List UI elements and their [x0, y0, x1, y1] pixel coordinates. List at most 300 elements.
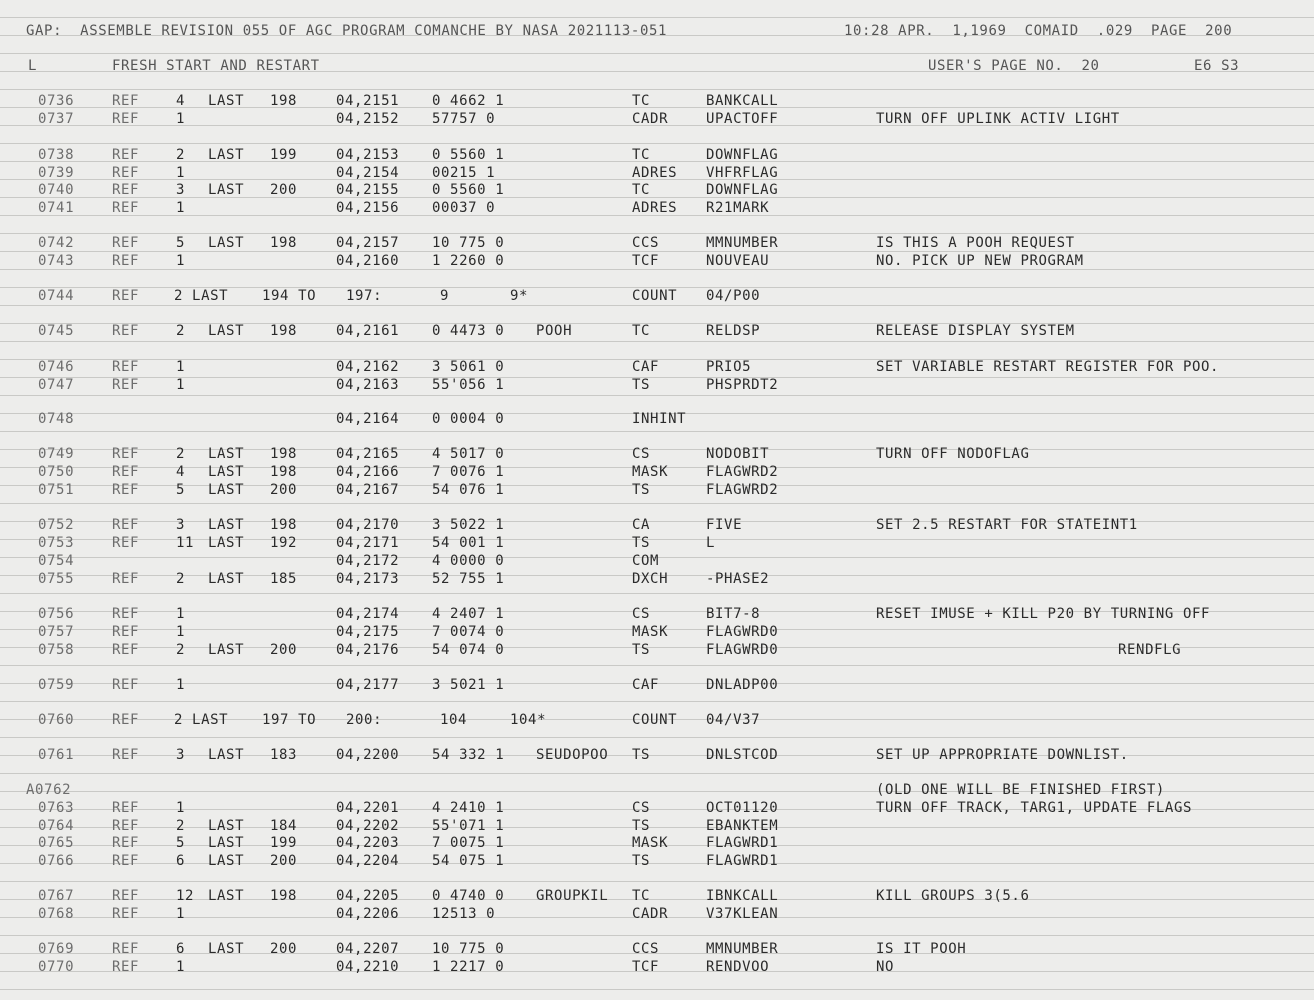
ref-count: 1	[176, 253, 186, 269]
ref-count: 5	[176, 482, 186, 498]
address: 04,2166	[336, 464, 400, 480]
ref-flag: REF	[112, 677, 140, 693]
last-keyword: LAST	[208, 888, 245, 904]
ref-count: 1	[176, 677, 186, 693]
last-keyword: LAST	[208, 747, 245, 763]
operand: DNLSTCOD	[706, 747, 779, 763]
ref-count: 5	[176, 235, 186, 251]
line-number: 0756	[38, 606, 75, 622]
opcode: CS	[632, 606, 651, 622]
ref-count: 2	[176, 642, 186, 658]
operand: DNLADP00	[706, 677, 779, 693]
octal-word: 0 5560 1	[432, 147, 505, 163]
operand: BIT7-8	[706, 606, 761, 622]
address: 04,2151	[336, 93, 400, 109]
octal-word: 54 075 1	[432, 853, 505, 869]
operand: PHSPRDT2	[706, 377, 779, 393]
line-number: 0761	[38, 747, 75, 763]
octal-word: 104*	[510, 712, 547, 728]
address: 04,2204	[336, 853, 400, 869]
last-page: 198	[270, 446, 298, 462]
opcode: CAF	[632, 359, 660, 375]
octal-word: 0 4662 1	[432, 93, 505, 109]
opcode: TS	[632, 482, 651, 498]
last-page: 199	[270, 147, 298, 163]
line-number: 0752	[38, 517, 75, 533]
ref-count: 1	[176, 359, 186, 375]
last-keyword: LAST	[208, 93, 245, 109]
comment: SET 2.5 RESTART FOR STATEINT1	[876, 517, 1138, 533]
operand: FLAGWRD0	[706, 642, 779, 658]
octal-word: 4 2407 1	[432, 606, 505, 622]
ref-count: 1	[176, 606, 186, 622]
opcode: CCS	[632, 941, 660, 957]
address: 04,2154	[336, 165, 400, 181]
listing-line	[0, 358, 1314, 376]
listing-line	[0, 605, 1314, 623]
listing-line	[0, 481, 1314, 499]
ref-flag: REF	[112, 165, 140, 181]
address: 04,2203	[336, 835, 400, 851]
octal-word: 7 0076 1	[432, 464, 505, 480]
opcode: ADRES	[632, 200, 678, 216]
last-page: 198	[270, 235, 298, 251]
address: 04,2157	[336, 235, 400, 251]
ref-flag: REF	[112, 712, 140, 728]
opcode: CADR	[632, 906, 669, 922]
octal-word: 00215 1	[432, 165, 496, 181]
listing-line	[0, 834, 1314, 852]
ref-flag: REF	[112, 959, 140, 975]
address: 04,2201	[336, 800, 400, 816]
last-keyword: LAST	[208, 535, 245, 551]
operand: OCT01120	[706, 800, 779, 816]
listing-line	[0, 287, 1314, 305]
operand: L	[706, 535, 716, 551]
page-header	[0, 22, 1314, 40]
listing-line	[0, 817, 1314, 835]
operand: NODOBIT	[706, 446, 770, 462]
opcode: CCS	[632, 235, 660, 251]
operand: MMNUMBER	[706, 941, 779, 957]
octal-word: 54 332 1	[432, 747, 505, 763]
section-code: E6 S3	[1194, 58, 1240, 74]
last-keyword: LAST	[208, 235, 245, 251]
listing-line	[0, 322, 1314, 340]
last-page: 197:	[346, 288, 383, 304]
listing-line	[0, 146, 1314, 164]
comment: SET VARIABLE RESTART REGISTER FOR POO.	[876, 359, 1220, 375]
operand: EBANKTEM	[706, 818, 779, 834]
operand: R21MARK	[706, 200, 770, 216]
ref-count: 4	[176, 93, 186, 109]
ref-count: 3	[176, 182, 186, 198]
ref-count: 3	[176, 747, 186, 763]
address: 04,2171	[336, 535, 400, 551]
last-page: 198	[270, 888, 298, 904]
last-keyword: LAST	[208, 482, 245, 498]
last-page: 198	[270, 93, 298, 109]
address: 04,2156	[336, 200, 400, 216]
operand: FLAGWRD1	[706, 853, 779, 869]
line-number: 0747	[38, 377, 75, 393]
ref-count: 5	[176, 835, 186, 851]
comment: SET UP APPROPRIATE DOWNLIST.	[876, 747, 1129, 763]
ref-count: 12	[176, 888, 195, 904]
octal-word: 00037 0	[432, 200, 496, 216]
section-header	[0, 57, 1314, 75]
address: 04,2153	[336, 147, 400, 163]
listing-line	[0, 676, 1314, 694]
operand: V37KLEAN	[706, 906, 779, 922]
last-keyword: LAST	[208, 446, 245, 462]
address: 04,2177	[336, 677, 400, 693]
ref-flag: REF	[112, 182, 140, 198]
line-number: 0750	[38, 464, 75, 480]
listing-line	[0, 199, 1314, 217]
octal-word: 55'056 1	[432, 377, 505, 393]
listing-line	[0, 234, 1314, 252]
ref-flag: REF	[112, 747, 140, 763]
line-number: 0740	[38, 182, 75, 198]
listing-line	[0, 92, 1314, 110]
ref-count: 2	[176, 446, 186, 462]
octal-word: 7 0074 0	[432, 624, 505, 640]
octal-word: 1 2260 0	[432, 253, 505, 269]
ref-flag: REF	[112, 377, 140, 393]
ref-flag: REF	[112, 906, 140, 922]
operand: UPACTOFF	[706, 111, 779, 127]
opcode: COUNT	[632, 712, 678, 728]
opcode: TS	[632, 535, 651, 551]
ref-flag: REF	[112, 941, 140, 957]
last-keyword: LAST	[208, 571, 245, 587]
ref-flag: REF	[112, 200, 140, 216]
listing-line	[0, 570, 1314, 588]
last-page: 198	[270, 323, 298, 339]
octal-word: 7 0075 1	[432, 835, 505, 851]
opcode: TC	[632, 182, 651, 198]
octal-word: 3 5061 0	[432, 359, 505, 375]
address: 04,2210	[336, 959, 400, 975]
last-keyword: LAST	[208, 941, 245, 957]
last-keyword: LAST	[208, 323, 245, 339]
listing-line	[0, 252, 1314, 270]
listing-line	[0, 958, 1314, 976]
ref-flag: REF	[112, 888, 140, 904]
address: 04,2200	[336, 747, 400, 763]
octal-word: 10 775 0	[432, 235, 505, 251]
opcode: TS	[632, 642, 651, 658]
address: 04,2176	[336, 642, 400, 658]
octal-word: 0 4740 0	[432, 888, 505, 904]
octal-word: 0 4473 0	[432, 323, 505, 339]
ref-flag: REF	[112, 93, 140, 109]
listing-line	[0, 181, 1314, 199]
listing-line	[0, 641, 1314, 659]
ref-flag: REF	[112, 606, 140, 622]
comment: IS THIS A POOH REQUEST	[876, 235, 1075, 251]
ref-flag: REF	[112, 446, 140, 462]
last-keyword: LAST	[208, 147, 245, 163]
line-number: 0769	[38, 941, 75, 957]
last-page: 184	[270, 818, 298, 834]
listing-line	[0, 940, 1314, 958]
address: 04,2161	[336, 323, 400, 339]
address: 04,2173	[336, 571, 400, 587]
ref-count: 4	[176, 464, 186, 480]
opcode: MASK	[632, 835, 669, 851]
opcode: MASK	[632, 464, 669, 480]
last-page: 200	[270, 482, 298, 498]
address: 04,2206	[336, 906, 400, 922]
octal-word: 0 5560 1	[432, 182, 505, 198]
listing-line	[0, 905, 1314, 923]
ref-flag: REF	[112, 111, 140, 127]
opcode: CS	[632, 800, 651, 816]
address: 04,2155	[336, 182, 400, 198]
operand: NOUVEAU	[706, 253, 770, 269]
opcode: DXCH	[632, 571, 669, 587]
operand: 04/V37	[706, 712, 761, 728]
listing-line	[0, 623, 1314, 641]
ref-count: 1	[176, 959, 186, 975]
line-number: 0765	[38, 835, 75, 851]
ref-count: 1	[176, 377, 186, 393]
opcode: INHINT	[632, 411, 687, 427]
line-number: 0749	[38, 446, 75, 462]
last-page: 198	[270, 517, 298, 533]
line-number: A0762	[26, 782, 72, 798]
operand: RENDVOO	[706, 959, 770, 975]
ref-count: 1	[176, 800, 186, 816]
ref-count: 2	[176, 818, 186, 834]
ref-flag: REF	[112, 571, 140, 587]
ref-count: 1	[176, 906, 186, 922]
operand: DOWNFLAG	[706, 147, 779, 163]
ref-flag: REF	[112, 800, 140, 816]
ref-flag: REF	[112, 818, 140, 834]
header-right: 10:28 APR. 1,1969 COMAID .029 PAGE 200	[844, 23, 1233, 39]
opcode: TC	[632, 888, 651, 904]
comment: TURN OFF UPLINK ACTIV LIGHT	[876, 111, 1120, 127]
opcode: TC	[632, 323, 651, 339]
operand: VHFRFLAG	[706, 165, 779, 181]
last-keyword: 197 TO	[262, 712, 317, 728]
line-number: 0754	[38, 553, 75, 569]
listing-line	[0, 164, 1314, 182]
octal-word: 10 775 0	[432, 941, 505, 957]
line-number: 0764	[38, 818, 75, 834]
address: 04,2167	[336, 482, 400, 498]
address: 04,2205	[336, 888, 400, 904]
ref-count: 3	[176, 517, 186, 533]
ref-count: 11	[176, 535, 195, 551]
opcode: TC	[632, 147, 651, 163]
opcode: TCF	[632, 959, 660, 975]
octal-word: 3 5021 1	[432, 677, 505, 693]
section-title: FRESH START AND RESTART	[112, 58, 320, 74]
opcode: TS	[632, 853, 651, 869]
listing-line	[0, 516, 1314, 534]
line-number: 0763	[38, 800, 75, 816]
address: 04,2152	[336, 111, 400, 127]
operand: BANKCALL	[706, 93, 779, 109]
line-number: 0758	[38, 642, 75, 658]
line-number: 0742	[38, 235, 75, 251]
opcode: MASK	[632, 624, 669, 640]
opcode: TS	[632, 818, 651, 834]
ref-flag: REF	[112, 853, 140, 869]
ref-count: 2	[176, 571, 186, 587]
ref-count: 2 LAST	[174, 712, 229, 728]
last-keyword: LAST	[208, 517, 245, 533]
listing-line	[0, 711, 1314, 729]
ref-count: 2	[176, 147, 186, 163]
octal-word: 57757 0	[432, 111, 496, 127]
label: GROUPKIL	[536, 888, 609, 904]
octal-word: 54 076 1	[432, 482, 505, 498]
listing-line	[0, 552, 1314, 570]
address: 04,2207	[336, 941, 400, 957]
ref-flag: REF	[112, 624, 140, 640]
octal-word: 9*	[510, 288, 529, 304]
line-number: 0767	[38, 888, 75, 904]
line-number: 0739	[38, 165, 75, 181]
line-number: 0766	[38, 853, 75, 869]
ref-count: 6	[176, 853, 186, 869]
opcode: COM	[632, 553, 660, 569]
address: 104	[440, 712, 468, 728]
ref-flag: REF	[112, 517, 140, 533]
opcode: CADR	[632, 111, 669, 127]
line-number: 0755	[38, 571, 75, 587]
ref-flag: REF	[112, 253, 140, 269]
section-mark: L	[28, 58, 38, 74]
line-number: 0736	[38, 93, 75, 109]
octal-word: 54 074 0	[432, 642, 505, 658]
line-number: 0744	[38, 288, 75, 304]
address: 04,2175	[336, 624, 400, 640]
address: 04,2170	[336, 517, 400, 533]
listing-line	[0, 110, 1314, 128]
ref-flag: REF	[112, 359, 140, 375]
operand: DOWNFLAG	[706, 182, 779, 198]
comment: TURN OFF NODOFLAG	[876, 446, 1030, 462]
last-page: 183	[270, 747, 298, 763]
last-page: 200	[270, 642, 298, 658]
comment: NO	[876, 959, 895, 975]
operand: FLAGWRD2	[706, 482, 779, 498]
listing-line	[0, 534, 1314, 552]
comment: RESET IMUSE + KILL P20 BY TURNING OFF	[876, 606, 1211, 622]
ref-count: 1	[176, 624, 186, 640]
line-number: 0748	[38, 411, 75, 427]
last-page: 200:	[346, 712, 383, 728]
last-keyword: LAST	[208, 835, 245, 851]
ref-flag: REF	[112, 323, 140, 339]
octal-word: 0 0004 0	[432, 411, 505, 427]
octal-word: 1 2217 0	[432, 959, 505, 975]
last-keyword: LAST	[208, 182, 245, 198]
ref-flag: REF	[112, 482, 140, 498]
last-page: 185	[270, 571, 298, 587]
listing-line	[0, 463, 1314, 481]
last-keyword: LAST	[208, 853, 245, 869]
address: 04,2174	[336, 606, 400, 622]
address: 04,2202	[336, 818, 400, 834]
address: 04,2160	[336, 253, 400, 269]
opcode: COUNT	[632, 288, 678, 304]
address: 04,2172	[336, 553, 400, 569]
line-number: 0757	[38, 624, 75, 640]
address: 04,2164	[336, 411, 400, 427]
address: 04,2163	[336, 377, 400, 393]
address: 04,2162	[336, 359, 400, 375]
ref-flag: REF	[112, 235, 140, 251]
comment: RENDFLG	[1118, 642, 1182, 658]
ref-flag: REF	[112, 147, 140, 163]
listing-line	[0, 799, 1314, 817]
opcode: CS	[632, 446, 651, 462]
operand: RELDSP	[706, 323, 761, 339]
comment: NO. PICK UP NEW PROGRAM	[876, 253, 1084, 269]
ref-flag: REF	[112, 464, 140, 480]
operand: FIVE	[706, 517, 743, 533]
ref-count: 1	[176, 111, 186, 127]
opcode: TC	[632, 93, 651, 109]
line-number: 0768	[38, 906, 75, 922]
ref-count: 2 LAST	[174, 288, 229, 304]
user-page-number: USER'S PAGE NO. 20	[928, 58, 1100, 74]
listing-line	[0, 746, 1314, 764]
comment: IS IT POOH	[876, 941, 967, 957]
operand: PRIO5	[706, 359, 752, 375]
ref-flag: REF	[112, 835, 140, 851]
line-number: 0759	[38, 677, 75, 693]
line-number: 0745	[38, 323, 75, 339]
header-left: GAP: ASSEMBLE REVISION 055 OF AGC PROGRAM COMANCHE BY NASA 2021113-051	[26, 23, 668, 39]
last-page: 198	[270, 464, 298, 480]
last-page: 200	[270, 182, 298, 198]
operand: 04/P00	[706, 288, 761, 304]
ref-flag: REF	[112, 642, 140, 658]
comment: TURN OFF TRACK, TARG1, UPDATE FLAGS	[876, 800, 1193, 816]
octal-word: 4 5017 0	[432, 446, 505, 462]
ref-count: 6	[176, 941, 186, 957]
opcode: TCF	[632, 253, 660, 269]
listing-line	[0, 376, 1314, 394]
octal-word: 12513 0	[432, 906, 496, 922]
comment: RELEASE DISPLAY SYSTEM	[876, 323, 1075, 339]
line-number: 0751	[38, 482, 75, 498]
octal-word: 54 001 1	[432, 535, 505, 551]
listing-line	[0, 852, 1314, 870]
opcode: CA	[632, 517, 651, 533]
operand: -PHASE2	[706, 571, 770, 587]
opcode: CAF	[632, 677, 660, 693]
last-page: 192	[270, 535, 298, 551]
ref-flag: REF	[112, 288, 140, 304]
comment: KILL GROUPS 3(5.6	[876, 888, 1030, 904]
last-keyword: LAST	[208, 464, 245, 480]
line-number: 0738	[38, 147, 75, 163]
operand: IBNKCALL	[706, 888, 779, 904]
octal-word: 55'071 1	[432, 818, 505, 834]
listing-line	[0, 445, 1314, 463]
last-page: 200	[270, 941, 298, 957]
operand: FLAGWRD0	[706, 624, 779, 640]
